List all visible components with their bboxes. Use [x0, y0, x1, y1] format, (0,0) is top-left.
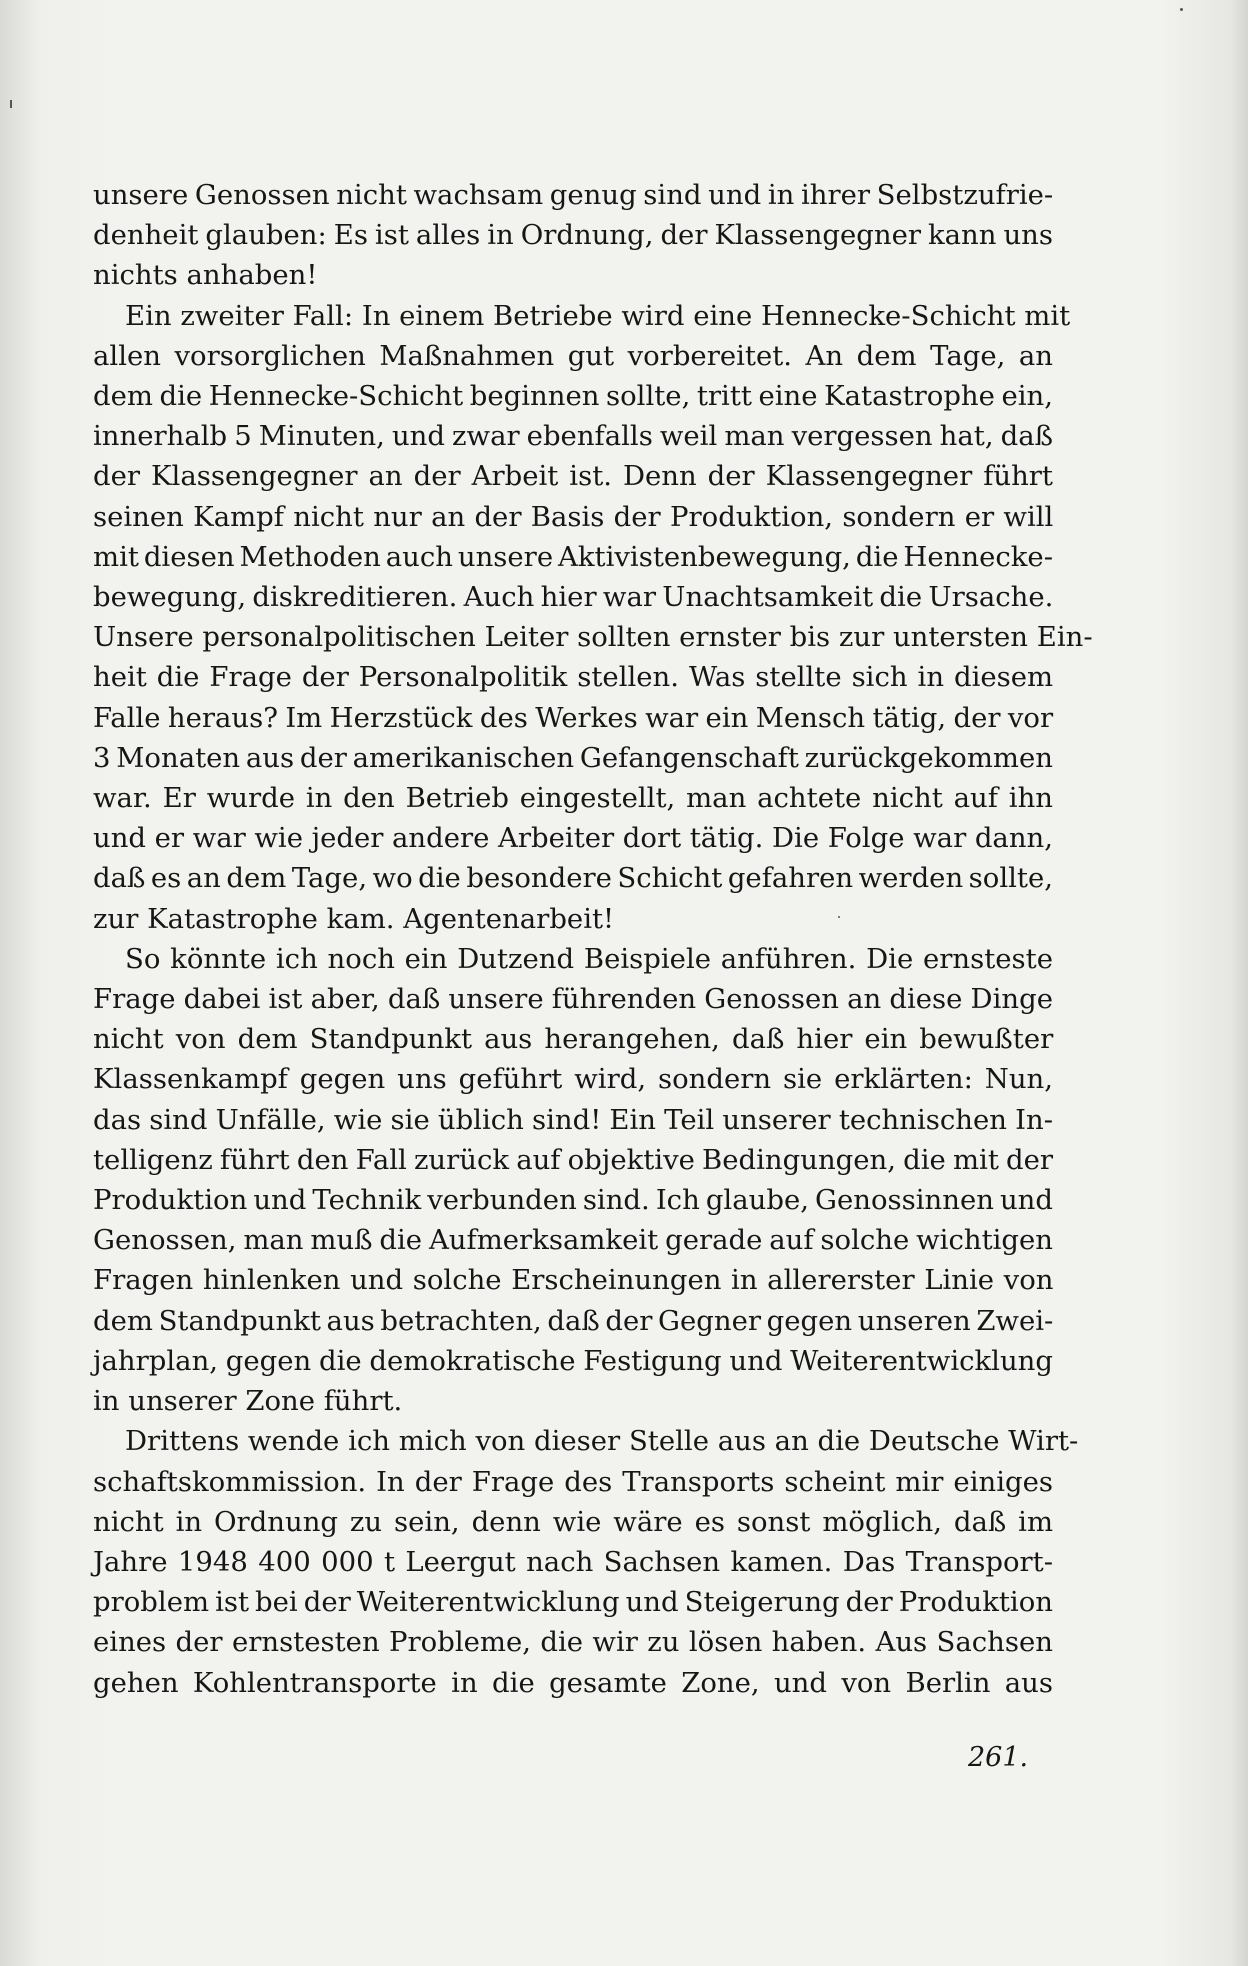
body-text	[93, 175, 1093, 1703]
text-line: Unsere personalpolitischen Leiter sollten ernster bis zur untersten Ein-	[93, 621, 1093, 654]
text-line: der Klassengegner an der Arbeit ist. Denn der Klassengegner führt	[93, 460, 1053, 493]
text-line: daß es an dem Tage, wo die besondere Schicht gefahren werden sollte,	[93, 862, 1053, 895]
paragraph	[93, 939, 1053, 1421]
text-line: Falle heraus? Im Herzstück des Werkes war ein Mensch tätig, der vor	[93, 701, 1054, 734]
text-line: zur Katastrophe kam. Agentenarbeit!	[93, 902, 615, 935]
text-line: heit die Frage der Personalpolitik stellen. Was stellte sich in diesem	[93, 661, 1054, 694]
text-line: Fragen hinlenken und solche Erscheinungen in allererster Linie von	[93, 1264, 1054, 1297]
text-line: seinen Kampf nicht nur an der Basis der Produktion, sondern er will	[93, 500, 1054, 533]
text-line: Frage dabei ist aber, daß unsere führenden Genossen an diese Dinge	[93, 983, 1053, 1016]
text-line: schaftskommission. In der Frage des Transports scheint mir einiges	[93, 1465, 1053, 1498]
text-line: war. Er wurde in den Betrieb eingestellt, man achtete nicht auf ihn	[93, 782, 1053, 815]
text-line: telligenz führt den Fall zurück auf objektive Bedingungen, die mit der	[93, 1143, 1054, 1176]
text-line: mit diesen Methoden auch unsere Aktivistenbewegung, die Hennecke-	[93, 540, 1053, 573]
text-line: bewegung, diskreditieren. Auch hier war Unachtsamkeit die Ursache.	[93, 581, 1054, 614]
text-line: und er war wie jeder andere Arbeiter dort tätig. Die Folge war dann,	[93, 822, 1053, 855]
text-line: Produktion und Technik verbunden sind. Ich glaube, Genossinnen und	[93, 1184, 1053, 1217]
text-line: Ein zweiter Fall: In einem Betriebe wird eine Hennecke-Schicht mit	[125, 299, 1071, 332]
text-line: innerhalb 5 Minuten, und zwar ebenfalls weil man vergessen hat, daß	[93, 420, 1053, 453]
text-line: nicht in Ordnung zu sein, denn wie wäre es sonst möglich, daß im	[93, 1505, 1054, 1538]
paragraph	[93, 296, 1093, 939]
text-line: denheit glauben: Es ist alles in Ordnung, der Klassengegner kann uns	[93, 219, 1053, 252]
paragraph	[93, 1421, 1079, 1702]
text-line: Drittens wende ich mich von dieser Stelle aus an die Deutsche Wirt-	[125, 1425, 1079, 1458]
text-line: jahrplan, gegen die demokratische Festigung und Weiterentwicklung	[93, 1344, 1053, 1377]
text-line: Genossen, man muß die Aufmerksamkeit gerade auf solche wichtigen	[93, 1224, 1054, 1257]
text-line: So könnte ich noch ein Dutzend Beispiele anführen. Die ernsteste	[125, 942, 1053, 975]
text-line: in unserer Zone führt.	[93, 1385, 403, 1418]
page-number: 261.	[968, 1742, 1029, 1773]
text-line: unsere Genossen nicht wachsam genug sind und in ihrer Selbstzufrie-	[93, 179, 1054, 211]
text-line: gehen Kohlentransporte in die gesamte Zone, und von Berlin aus	[93, 1666, 1053, 1699]
text-line: Klassenkampf gegen uns geführt wird, sondern sie erklärten: Nun,	[93, 1063, 1053, 1096]
text-line: dem die Hennecke-Schicht beginnen sollte, tritt eine Katastrophe ein,	[93, 380, 1053, 413]
paragraph	[93, 175, 1053, 296]
print-speck	[1180, 8, 1183, 11]
text-line: 3 Monaten aus der amerikanischen Gefangenschaft zurückgekommen	[93, 741, 1053, 774]
text-line: nicht von dem Standpunkt aus herangehen, daß hier ein bewußter	[93, 1023, 1054, 1056]
text-line: Jahre 1948 400 000 t Leergut nach Sachsen kamen. Das Transport-	[93, 1545, 1053, 1578]
text-line: problem ist bei der Weiterentwicklung und Steigerung der Produktion	[93, 1586, 1053, 1619]
print-speck	[10, 100, 12, 108]
text-line: dem Standpunkt aus betrachten, daß der Gegner gegen unseren Zwei-	[93, 1304, 1054, 1337]
text-line: allen vorsorglichen Maßnahmen gut vorbereitet. An dem Tage, an	[93, 339, 1053, 372]
text-line: das sind Unfälle, wie sie üblich sind! Ein Teil unserer technischen In-	[93, 1103, 1053, 1136]
text-line: nichts anhaben!	[93, 259, 318, 292]
text-line: eines der ernstesten Probleme, die wir zu lösen haben. Aus Sachsen	[93, 1626, 1053, 1659]
